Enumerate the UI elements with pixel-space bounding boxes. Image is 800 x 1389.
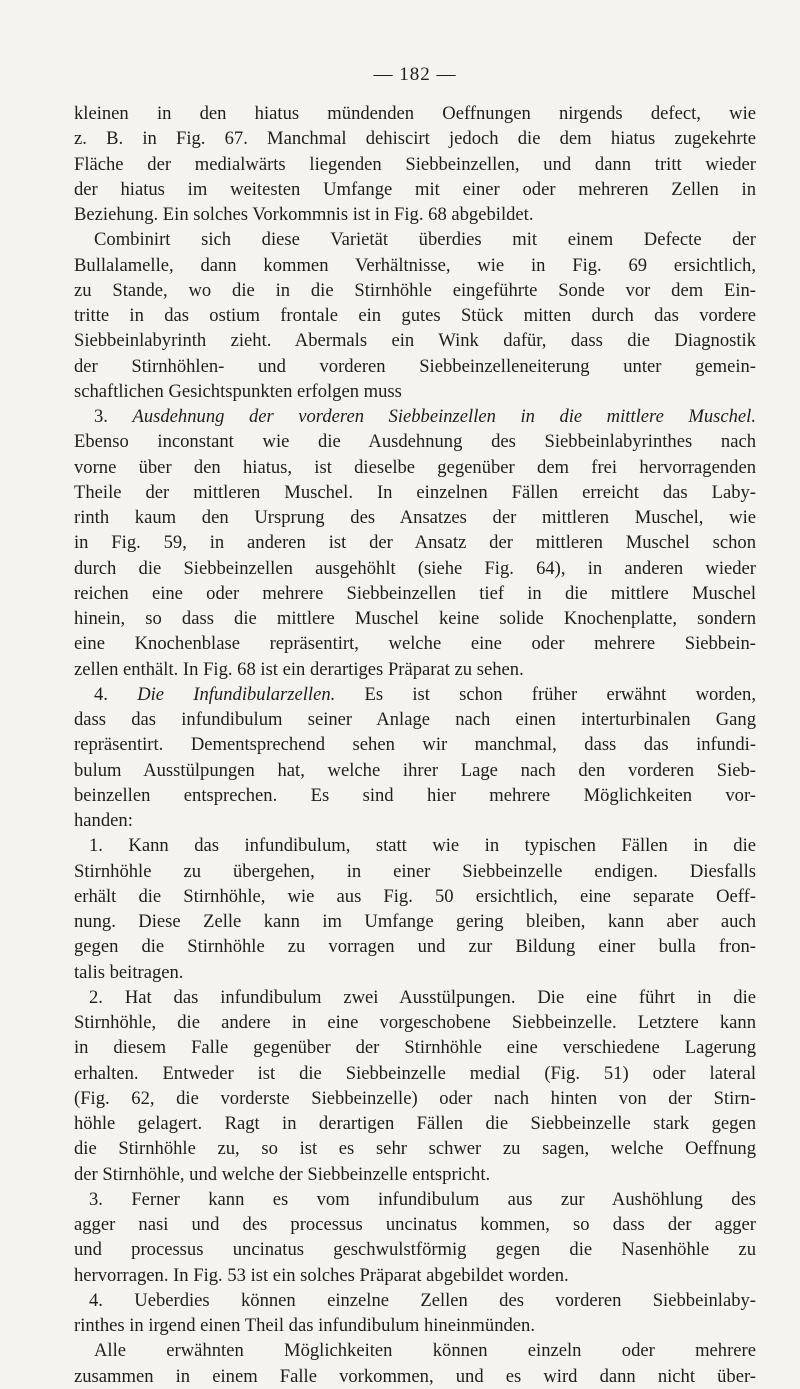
text-line: Beziehung. Ein solches Vorkommnis ist in Fig. 68 abgebildet. [74, 204, 534, 225]
text-line: eine Knochenblase repräsentirt, welche eine oder mehrere Siebbein- [74, 633, 756, 655]
text-line: Combinirt sich diese Varietät überdies mit einem Defecte der [94, 229, 756, 251]
text-line: durch die Siebbeinzellen ausgehöhlt (siehe Fig. 64), in anderen wieder [74, 557, 756, 579]
text-line: handen: [74, 810, 133, 831]
text-line: Stirnhöhle, die andere in eine vorgeschobene Siebbeinzelle. Letztere kann [74, 1012, 756, 1033]
text-line: Alle erwähnten Möglichkeiten können einzeln oder mehrere [94, 1340, 756, 1362]
text-line: 3. Ferner kann es vom infundibulum aus zur Aushöhlung des [89, 1188, 756, 1210]
text-line: Ebenso inconstant wie die Ausdehnung des Siebbeinlabyrinthes nach [74, 431, 756, 453]
text-line: 4. Die Infundibularzellen. Es ist schon früher erwähnt worden, [94, 683, 756, 705]
text-line: reichen eine oder mehrere Siebbeinzellen tief in die mittlere Muschel [74, 582, 756, 604]
text-line: kleinen in den hiatus mündenden Oeffnungen nirgends defect, wie [74, 103, 756, 124]
text-line: schaftlichen Gesichtspunkten erfolgen muss [74, 380, 402, 402]
text-line: rinthes in irgend einen Theil das infundibulum hineinmünden. [74, 1315, 535, 1336]
text-line: tritte in das ostium frontale ein gutes Stück mitten durch das vordere [74, 305, 756, 326]
text-line: 1. Kann das infundibulum, statt wie in typischen Fällen in die [89, 835, 756, 857]
text-line: der hiatus im weitesten Umfange mit einer oder mehreren Zellen in [74, 178, 756, 200]
text-line: und processus uncinatus geschwulstförmig gegen die Nasenhöhle zu [74, 1239, 756, 1261]
text-line: erhalten. Entweder ist die Siebbeinzelle medial (Fig. 51) oder lateral [74, 1062, 756, 1084]
page-number: — 182 — [373, 64, 457, 85]
text-line: beinzellen entsprechen. Es sind hier mehrere Möglichkeiten vor- [74, 784, 756, 806]
text-line: rinth kaum den Ursprung des Ansatzes der mittleren Muschel, wie [74, 507, 756, 528]
text-line: vorne über den hiatus, ist dieselbe gegenüber dem frei hervorragenden [74, 456, 756, 478]
text-line: bulum Ausstülpungen hat, welche ihrer Lage nach den vorderen Sieb- [74, 759, 756, 781]
text-line: hinein, so dass die mittlere Muschel keine solide Knochenplatte, sondern [74, 608, 756, 629]
text-line: Stirnhöhle zu übergehen, in einer Siebbeinzelle endigen. Diesfalls [74, 860, 756, 882]
text-line: zellen enthält. In Fig. 68 ist ein derartiges Präparat zu sehen. [74, 658, 524, 680]
text-line: 2. Hat das infundibulum zwei Ausstülpungen. Die eine führt in die [89, 986, 756, 1008]
text-line: Siebbeinlabyrinth zieht. Abermals ein Wink dafür, dass die Diagnostik [74, 330, 756, 352]
text-line: 3. Ausdehnung der vorderen Siebbeinzellen in die mittlere Muschel. [94, 406, 756, 427]
text-line: zusammen in einem Falle vorkommen, und es wird dann nicht über- [74, 1365, 756, 1387]
text-line: talis beitragen. [74, 961, 184, 983]
text-line: dass das infundibulum seiner Anlage nach einen interturbinalen Gang [74, 709, 756, 730]
text-line: in diesem Falle gegenüber der Stirnhöhle eine verschiedene Lagerung [74, 1037, 756, 1059]
text-line: höhle gelagert. Ragt in derartigen Fällen die Siebbeinzelle stark gegen [74, 1113, 756, 1134]
text-line: erhält die Stirnhöhle, wie aus Fig. 50 ersichtlich, eine separate Oeff- [74, 885, 756, 907]
text-line: agger nasi und des processus uncinatus kommen, so dass der agger [74, 1214, 756, 1235]
text-line: Fläche der medialwärts liegenden Siebbeinzellen, und dann tritt wieder [74, 153, 756, 175]
text-line: zu Stande, wo die in die Stirnhöhle eingeführte Sonde vor dem Ein- [74, 279, 756, 301]
text-line: der Stirnhöhle, und welche der Siebbeinzelle entspricht. [74, 1163, 491, 1185]
text-line: hervorragen. In Fig. 53 ist ein solches Präparat abgebildet worden. [74, 1264, 569, 1286]
text-line: die Stirnhöhle zu, so ist es sehr schwer zu sagen, welche Oeffnung [74, 1138, 756, 1160]
text-line: Theile der mittleren Muschel. In einzelnen Fällen erreicht das Laby- [74, 481, 756, 503]
text-line: Bullalamelle, dann kommen Verhältnisse, wie in Fig. 69 ersichtlich, [74, 254, 756, 276]
text-line: der Stirnhöhlen- und vorderen Siebbeinzelleneiterung unter gemein- [74, 355, 756, 377]
text-line: z. B. in Fig. 67. Manchmal dehiscirt jedoch die dem hiatus zugekehrte [74, 128, 756, 150]
text-line: 4. Ueberdies können einzelne Zellen des vorderen Siebbeinlaby- [89, 1289, 756, 1311]
body-text [74, 101, 756, 1389]
text-line: (Fig. 62, die vorderste Siebbeinzelle) oder nach hinten von der Stirn- [74, 1087, 756, 1109]
text-line: in Fig. 59, in anderen ist der Ansatz der mittleren Muschel schon [74, 532, 756, 554]
text-line: repräsentirt. Dementsprechend sehen wir manchmal, dass das infundi- [74, 734, 756, 756]
text-line: nung. Diese Zelle kann im Umfange gering bleiben, kann aber auch [74, 911, 756, 932]
text-line: gegen die Stirnhöhle zu vorragen und zur Bildung einer bulla fron- [74, 936, 756, 958]
